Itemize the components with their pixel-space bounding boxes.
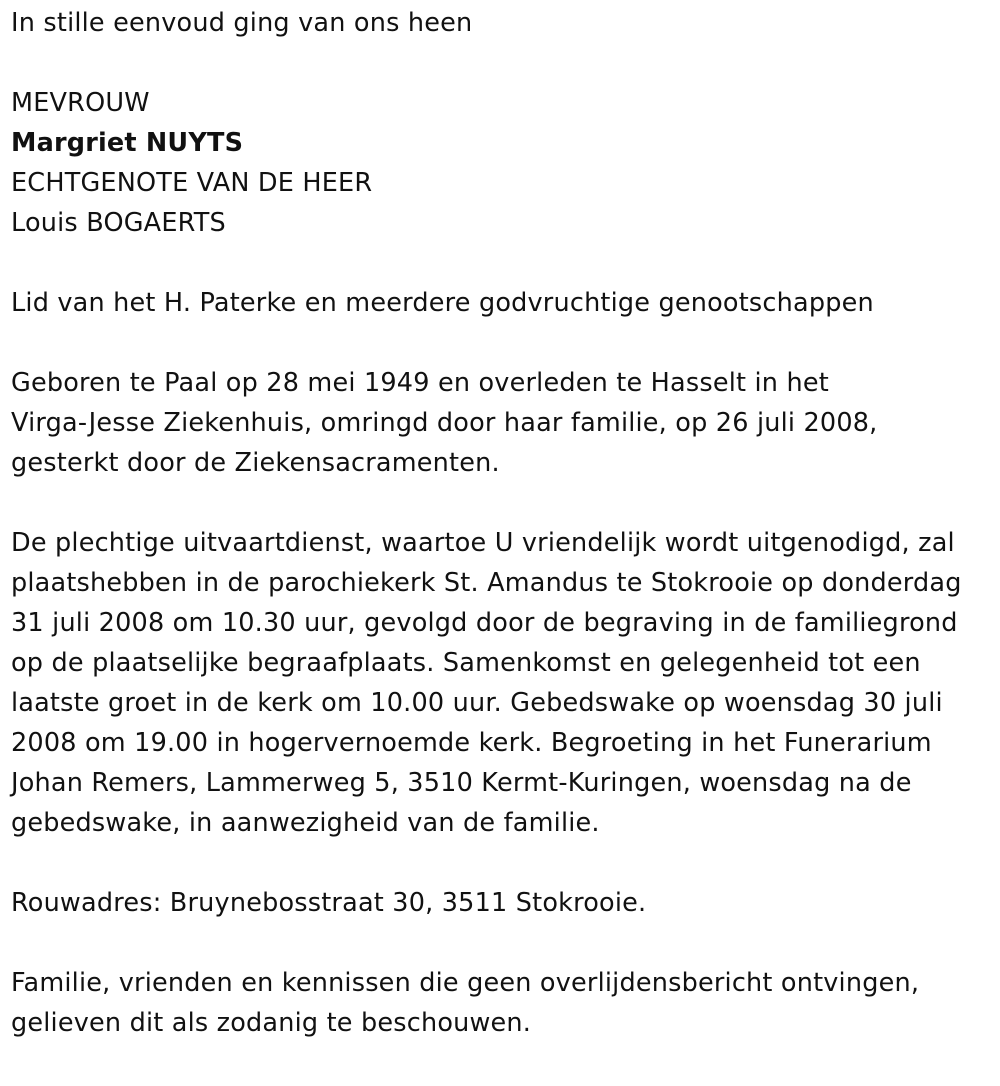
text-line: Johan Remers, Lammerweg 5, 3510 Kermt-Kuringen, woensdag na de — [11, 768, 912, 798]
text-line: Geboren te Paal op 28 mei 1949 en overleden te Hasselt in het — [11, 368, 829, 398]
text-line: op de plaatselijke begraafplaats. Samenkomst en gelegenheid tot een — [11, 648, 921, 678]
birth-death-paragraph — [11, 363, 996, 483]
text-line: Familie, vrienden en kennissen die geen overlijdensbericht ontvingen, — [11, 968, 920, 998]
closing-paragraph — [11, 963, 996, 1043]
spouse-title: ECHTGENOTE VAN DE HEER — [11, 168, 373, 198]
spacer — [11, 243, 996, 283]
deceased-name: Margriet NUYTS — [11, 128, 244, 158]
spacer — [11, 43, 996, 83]
spacer — [11, 323, 996, 363]
spacer — [11, 483, 996, 523]
text-line: 2008 om 19.00 in hogervernoemde kerk. Begroeting in het Funerarium — [11, 728, 932, 758]
spouse-name: Louis BOGAERTS — [11, 208, 226, 238]
spacer — [11, 923, 996, 963]
intro-line: In stille eenvoud ging van ons heen — [11, 8, 473, 38]
text-line: gesterkt door de Ziekensacramenten. — [11, 448, 500, 478]
text-line: Virga-Jesse Ziekenhuis, omringd door haar familie, op 26 juli 2008, — [11, 408, 878, 438]
text-line: 31 juli 2008 om 10.30 uur, gevolgd door de begraving in de familiegrond — [11, 608, 958, 638]
text-line: plaatshebben in de parochiekerk St. Amandus te Stokrooie op donderdag — [11, 568, 962, 598]
salutation: MEVROUW — [11, 88, 150, 118]
membership-line: Lid van het H. Paterke en meerdere godvruchtige genootschappen — [11, 288, 874, 318]
text-line: gebedswake, in aanwezigheid van de familie. — [11, 808, 600, 838]
text-line: laatste groet in de kerk om 10.00 uur. Gebedswake op woensdag 30 juli — [11, 688, 943, 718]
obituary-notice — [11, 3, 996, 1043]
funeral-paragraph — [11, 523, 996, 843]
spacer — [11, 843, 996, 883]
text-line: De plechtige uitvaartdienst, waartoe U vriendelijk wordt uitgenodigd, zal — [11, 528, 955, 558]
mourning-address: Rouwadres: Bruynebosstraat 30, 3511 Stokrooie. — [11, 888, 647, 918]
text-line: gelieven dit als zodanig te beschouwen. — [11, 1008, 532, 1038]
